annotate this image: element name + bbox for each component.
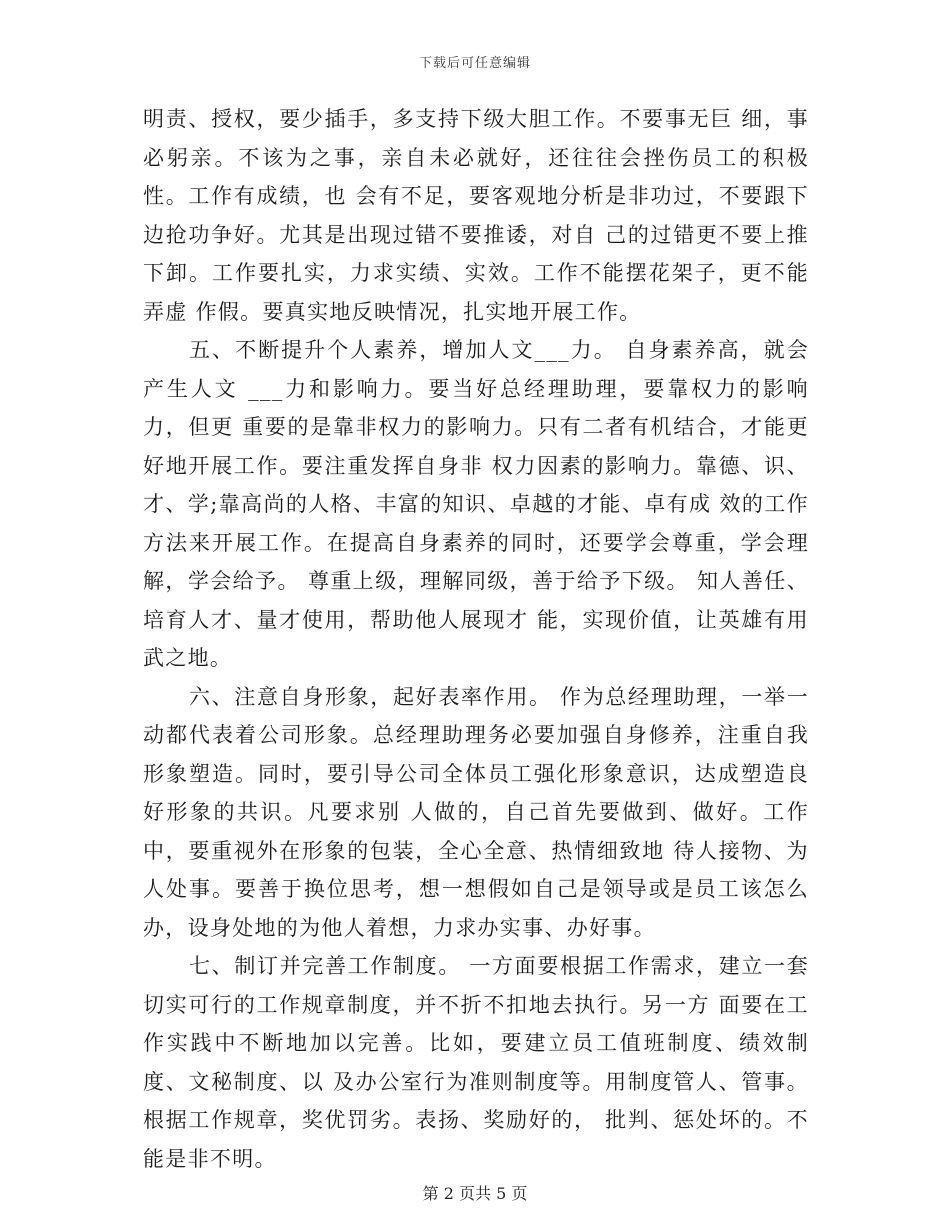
page-number-footer: 第 2 页共 5 页 <box>422 1184 528 1203</box>
paragraph-continued: 明责、授权，要少插手，多支持下级大胆工作。不要事无巨 细，事必躬亲。不该为之事，亲自未必就好，还往往会挫伤员工的积极性。工作有成绩，也 会有不足，要客观地分析是非功过，不要跟下边抢功争好。尤其是出现过错不要推诿，对自 己的过错更不要上推下卸。工作要扎实，力求实绩、实效。工作不能摆花架子，更不能弄虚 作假。要真实地反映情况，扎实地开展工作。 <box>143 107 809 324</box>
document-body <box>143 100 809 1178</box>
paragraph-section-six: 六、注意自身形象，起好表率作用。 作为总经理助理，一举一动都代表着公司形象。总经理助理务必要加强自身修养，注重自我 形象塑造。同时，要引导公司全体员工强化形象意识，达成塑造良好形象的共识。凡要求别 人做的，自己首先要做到、做好。工作中，要重视外在形象的包装，全心全意、热情细致地 待人接物、为人处事。要善于换位思考，想一想假如自己是领导或是员工该怎么办，设身处地的为他人着想，力求办实事、办好事。 <box>143 684 809 940</box>
paragraph-section-seven: 七、制订并完善工作制度。 一方面要根据工作需求，建立一套切实可行的工作规章制度，并不折不扣地去执行。另一方 面要在工作实践中不断地加以完善。比如，要建立员工值班制度、绩效制度、文秘制度、以 及办公室行为准则制度等。用制度管人、管事。根据工作规章，奖优罚劣。表扬、奖励好的， 批判、惩处坏的。不能是非不明。 <box>143 954 809 1171</box>
paragraph-section-five: 五、不断提升个人素养，增加人文___力。 自身素养高，就会产生人文 ___力和影响力。要当好总经理助理，要靠权力的影响力，但更 重要的是靠非权力的影响力。只有二者有机结合，才能更好地开展工作。要注重发挥自身非 权力因素的影响力。靠德、识、才、学;靠高尚的人格、丰富的知识、卓越的才能、卓有成 效的工作方法来开展工作。在提高自身素养的同时，还要学会尊重，学会理解，学会给予。 尊重上级，理解同级，善于给予下级。 知人善任、培育人才、量才使用，帮助他人展现才 能，实现价值，让英雄有用武之地。 <box>143 338 809 670</box>
page-header: 下载后可任意编辑 <box>418 56 531 71</box>
